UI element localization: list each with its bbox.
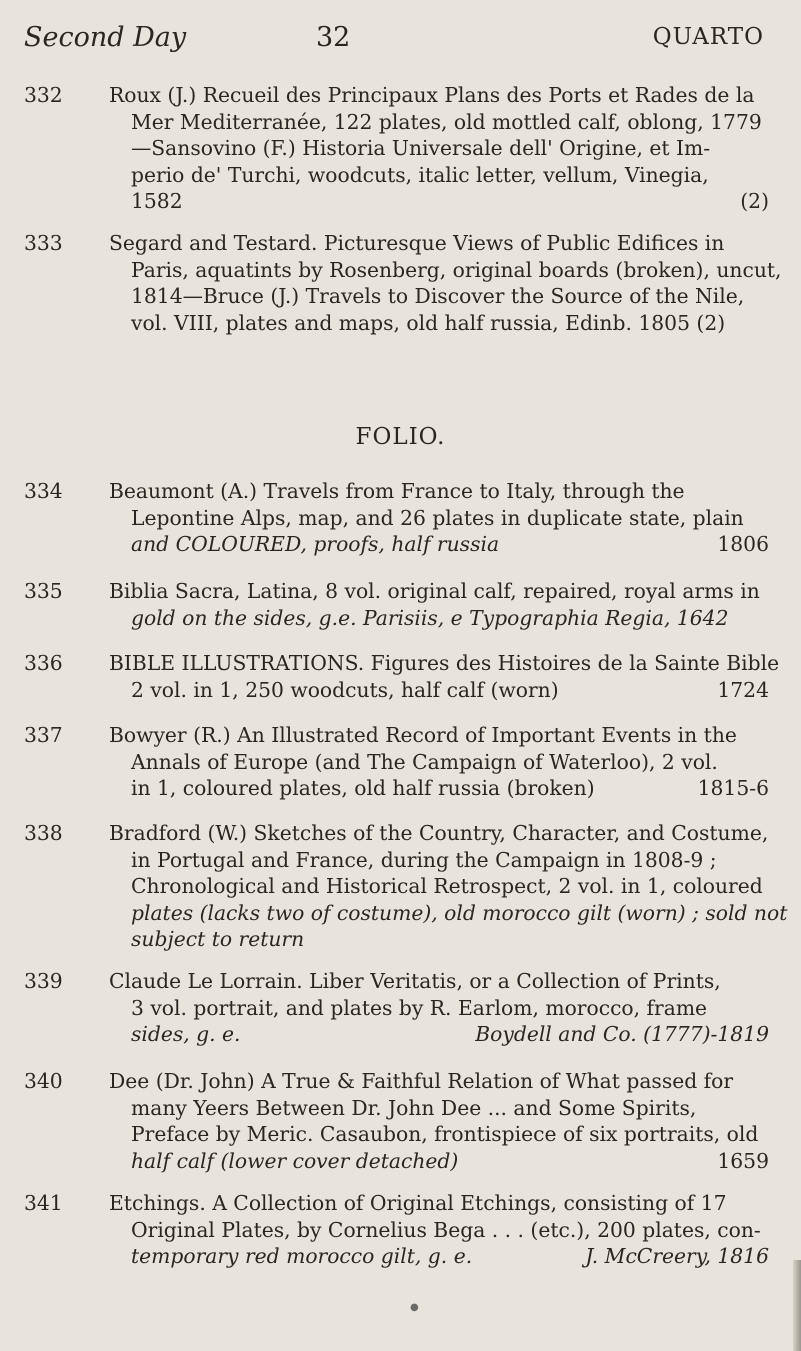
lot-line: Etchings. A Collection of Original Etchings, consisting of 17 (109, 1191, 727, 1215)
lot-number: 339 (24, 969, 63, 993)
lot-line (109, 1243, 769, 1270)
lot-line: Biblia Sacra, Latina, 8 vol. original calf, repaired, royal arms in (109, 579, 760, 603)
lot-line: Roux (J.) Recueil des Principaux Plans des Ports et Rades de la (109, 83, 755, 107)
lot-line: in Portugal and France, during the Campaign in 1808-9 ; (131, 847, 717, 872)
lot-entry (24, 82, 769, 215)
lot-description (109, 650, 780, 703)
lot-entry (24, 722, 769, 802)
lot-binding: temporary red morocco gilt, g. e. (131, 1244, 473, 1268)
lot-description (109, 820, 788, 953)
running-header (24, 22, 764, 62)
lot-line (109, 775, 769, 802)
lot-number: 337 (24, 723, 63, 747)
lot-date: J. McCreery, 1816 (585, 1244, 769, 1268)
lot-line: Beaumont (A.) Travels from France to Italy, through the (109, 479, 685, 503)
section-heading: FOLIO. (355, 424, 446, 450)
lot-line: subject to return (131, 927, 305, 951)
lot-line (109, 677, 769, 704)
lot-entry (24, 968, 769, 1048)
lot-line: 1814—Bruce (J.) Travels to Discover the Source of the Nile, (131, 284, 745, 308)
lot-description (109, 230, 782, 336)
lot-description (109, 1068, 769, 1174)
lot-line: gold on the sides, g.e. Parisiis, e Typographia Regia, 1642 (131, 605, 729, 630)
lot-line: Bradford (W.) Sketches of the Country, Character, and Costume, (109, 821, 769, 845)
lot-number: 341 (24, 1191, 63, 1215)
lot-line (109, 1021, 769, 1048)
lot-entry (24, 578, 769, 631)
lot-number: 336 (24, 651, 63, 675)
lot-number: 338 (24, 821, 63, 845)
lot-line: 3 vol. portrait, and plates by R. Earlom, morocco, frame (131, 995, 708, 1020)
lot-line: perio de' Turchi, woodcuts, italic letter, vellum, Vinegia, (131, 162, 709, 187)
lot-line (109, 531, 769, 558)
lot-entry (24, 230, 782, 336)
lot-entry (24, 1190, 769, 1270)
lot-binding: sides, g. e. (131, 1022, 241, 1046)
lot-date: 1806 (717, 532, 769, 556)
lot-date: 1659 (717, 1148, 769, 1173)
header-day: Second Day (24, 22, 187, 53)
lot-description (109, 578, 769, 631)
lot-description (109, 968, 769, 1048)
page-number: 32 (316, 22, 351, 53)
lot-line: Mer Mediterranée, 122 plates, old mottled calf, oblong, 1779 (131, 109, 762, 134)
lot-binding: and COLOURED, proofs, half russia (131, 532, 500, 556)
lot-year: 1582 (131, 189, 183, 213)
lot-description (109, 82, 769, 215)
lot-line (109, 188, 769, 215)
stray-mark-icon: ● (410, 1302, 419, 1313)
lot-description (109, 1190, 769, 1270)
lot-description (109, 478, 769, 558)
lot-line: Original Plates, by Cornelius Bega . . . (etc.), 200 plates, con- (131, 1217, 761, 1242)
lot-line (109, 1148, 769, 1175)
lot-binding: half calf (lower cover detached) (131, 1148, 459, 1173)
lot-line: many Yeers Between Dr. John Dee ... and Some Spirits, (131, 1095, 697, 1120)
header-format: QUARTO (652, 24, 764, 50)
lot-binding: 2 vol. in 1, 250 woodcuts, half calf (worn) (131, 677, 559, 702)
lot-entry (24, 1068, 769, 1174)
lot-date: Boydell and Co. (1777)-1819 (475, 1022, 769, 1046)
lot-line: Paris, aquatints by Rosenberg, original boards (broken), uncut, (131, 257, 782, 282)
lot-line: Dee (Dr. John) A True & Faithful Relation of What passed for (109, 1069, 734, 1093)
lot-line: Annals of Europe (and The Campaign of Waterloo), 2 vol. (131, 749, 718, 774)
lot-count: (2) (740, 189, 769, 213)
lot-line: Preface by Meric. Casaubon, frontispiece of six portraits, old (131, 1122, 759, 1146)
lot-number: 340 (24, 1069, 63, 1093)
lot-number: 333 (24, 231, 63, 255)
lot-line: Claude Le Lorrain. Liber Veritatis, or a Collection of Prints, (109, 969, 721, 993)
lot-line: Chronological and Historical Retrospect, 2 vol. in 1, coloured (131, 874, 763, 898)
lot-date: 1724 (717, 677, 769, 702)
lot-description (109, 722, 769, 802)
lot-line: —Sansovino (F.) Historia Universale dell' Origine, et Im- (131, 136, 711, 160)
lot-entry (24, 650, 780, 703)
lot-line: Lepontine Alps, map, and 26 plates in duplicate state, plain (131, 505, 744, 530)
lot-entry (24, 478, 769, 558)
lot-binding: in 1, coloured plates, old half russia (broken) (131, 776, 595, 800)
lot-line: Bowyer (R.) An Illustrated Record of Important Events in the (109, 723, 737, 747)
lot-entry (24, 820, 788, 953)
lot-number: 334 (24, 479, 63, 503)
lot-line: Segard and Testard. Picturesque Views of Public Edifices in (109, 231, 725, 255)
page-edge-shadow (793, 1260, 801, 1351)
lot-line: BIBLE ILLUSTRATIONS. Figures des Histoires de la Sainte Bible (109, 651, 780, 675)
lot-number: 335 (24, 579, 63, 603)
lot-line: plates (lacks two of costume), old morocco gilt (worn) ; sold not (131, 900, 788, 925)
lot-date: 1815-6 (697, 776, 769, 800)
lot-line: vol. VIII, plates and maps, old half russia, Edinb. 1805 (2) (131, 310, 726, 335)
lot-number: 332 (24, 83, 63, 107)
